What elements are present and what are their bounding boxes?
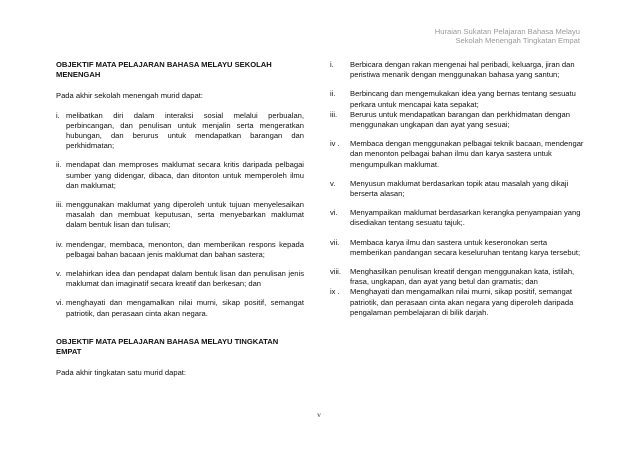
objective-number: i.: [56, 110, 60, 120]
section-heading-secondary-objectives: OBJEKTIF MATA PELAJARAN BAHASA MELAYU SEKOLAH MENENGAH: [56, 60, 272, 80]
objective-text: mendengar, membaca, menonton, dan memberikan respons kepada pelbagai bahan bacaan jenis maklumat dan bahan sastera;: [66, 239, 304, 259]
objective-item: [330, 267, 586, 287]
objective-item: [56, 269, 304, 289]
intro-text-form-four: Pada akhir tingkatan satu murid dapat:: [56, 368, 187, 378]
objective-number: ii.: [330, 89, 336, 99]
objective-item: [56, 240, 304, 260]
objective-text: mendapat dan memproses maklumat secara kritis daripada pelbagai sumber yang didengar, dibaca, dan ditonton untuk memperoleh ilmu dan maklumat;: [66, 160, 304, 190]
objective-text: melibatkan diri dalam interaksi sosial melalui perbualan, perbincangan, dan penulisan untuk menjalin serta mengeratkan hubungan, dan berurus untuk mendapatkan barangan dan perkhidmatan;: [66, 110, 304, 151]
objective-item: [330, 238, 586, 258]
running-header: [380, 27, 580, 45]
objective-text: menggunakan maklumat yang diperoleh untuk tujuan menyelesaikan masalah dan membuat keputusan, serta menyebarkan maklumat dalam bentuk lisan dan tulisan;: [66, 200, 304, 230]
objective-number: i.: [330, 60, 334, 69]
page-number: v: [317, 410, 321, 419]
objective-number: v.: [330, 178, 336, 188]
objective-number: vi.: [330, 208, 338, 218]
objective-text: Berurus untuk mendapatkan barangan dan perkhidmatan dengan menggunakan ungkapan dan ayat yang sesuai;: [350, 109, 570, 130]
objective-number: ii.: [56, 160, 62, 170]
objective-number: iv .: [330, 139, 340, 149]
objective-number: vii.: [330, 237, 340, 247]
objective-number: iv.: [56, 239, 64, 249]
objective-item: [330, 139, 586, 170]
objective-item: [330, 89, 586, 109]
objective-item: [56, 111, 304, 152]
objective-text: Menyampaikan maklumat berdasarkan kerangka penyampaian yang disediakan tentang sesuatu tajuk;.: [350, 208, 581, 228]
objective-item: [330, 60, 586, 80]
objective-text: menghayati dan mengamalkan nilai murni, sikap positif, semangat patriotik, dan perasaan cinta akan negara.: [66, 298, 304, 318]
left-column: [56, 60, 304, 387]
objective-number: v.: [56, 269, 62, 279]
objective-text: Membaca karya ilmu dan sastera untuk keseronokan serta memberikan pandangan secara keseluruhan tentang karya tersebut;: [350, 237, 581, 257]
objective-item: [330, 110, 586, 130]
objective-item: [56, 298, 304, 318]
objective-number: viii.: [330, 267, 341, 277]
objective-text: melahirkan idea dan pendapat dalam bentuk lisan dan penulisan jenis maklumat dan imaginatif secara kreatif dan berkesan; dan: [66, 269, 304, 289]
objective-text: Menyusun maklumat berdasarkan topik atau masalah yang dikaji berserta alasan;: [350, 178, 569, 199]
section-heading-form-four-objectives: OBJEKTIF MATA PELAJARAN BAHASA MELAYU TINGKATAN EMPAT: [56, 336, 279, 357]
objective-item: [56, 200, 304, 231]
objective-text: Berbicara dengan rakan mengenai hal peribadi, keluarga, jiran dan peristiwa menarik dengan menggunakan bahasa yang santun;: [350, 60, 575, 80]
objective-item: [330, 208, 586, 228]
header-line-1: Huraian Sukatan Pelajaran Bahasa Melayu: [434, 27, 580, 36]
objective-item: [330, 287, 586, 318]
objective-number: vi.: [56, 298, 64, 308]
header-line-2: Sekolah Menengah Tingkatan Empat: [455, 36, 580, 45]
objective-text: Menghasilkan penulisan kreatif dengan menggunakan kata, istilah, frasa, ungkapan, dan ayat yang betul dan gramatis; dan: [350, 267, 575, 287]
objective-number: iii.: [330, 109, 338, 119]
right-column: [330, 60, 586, 318]
objective-text: Berbincang dan mengemukakan idea yang bernas tentang sesuatu perkara untuk mencapai kata sepakat;: [350, 89, 576, 109]
objective-text: Membaca dengan menggunakan pelbagai teknik bacaan, mendengar dan menonton pelbagai bahan ilmu dan karya sastera untuk mengumpulkan maklumat.: [350, 139, 584, 169]
objective-item: [330, 179, 586, 199]
objective-number: iii.: [56, 200, 64, 210]
intro-text-secondary: Pada akhir sekolah menengah murid dapat:: [56, 91, 203, 101]
objective-item: [56, 160, 304, 191]
objective-number: ix .: [330, 287, 340, 297]
objective-text: Menghayati dan mengamalkan nilai murni, sikap positif, semangat patriotik, dan perasaan cinta akan negara yang diperoleh daripada pengalaman pembelajaran di bilik darjah.: [350, 287, 574, 317]
